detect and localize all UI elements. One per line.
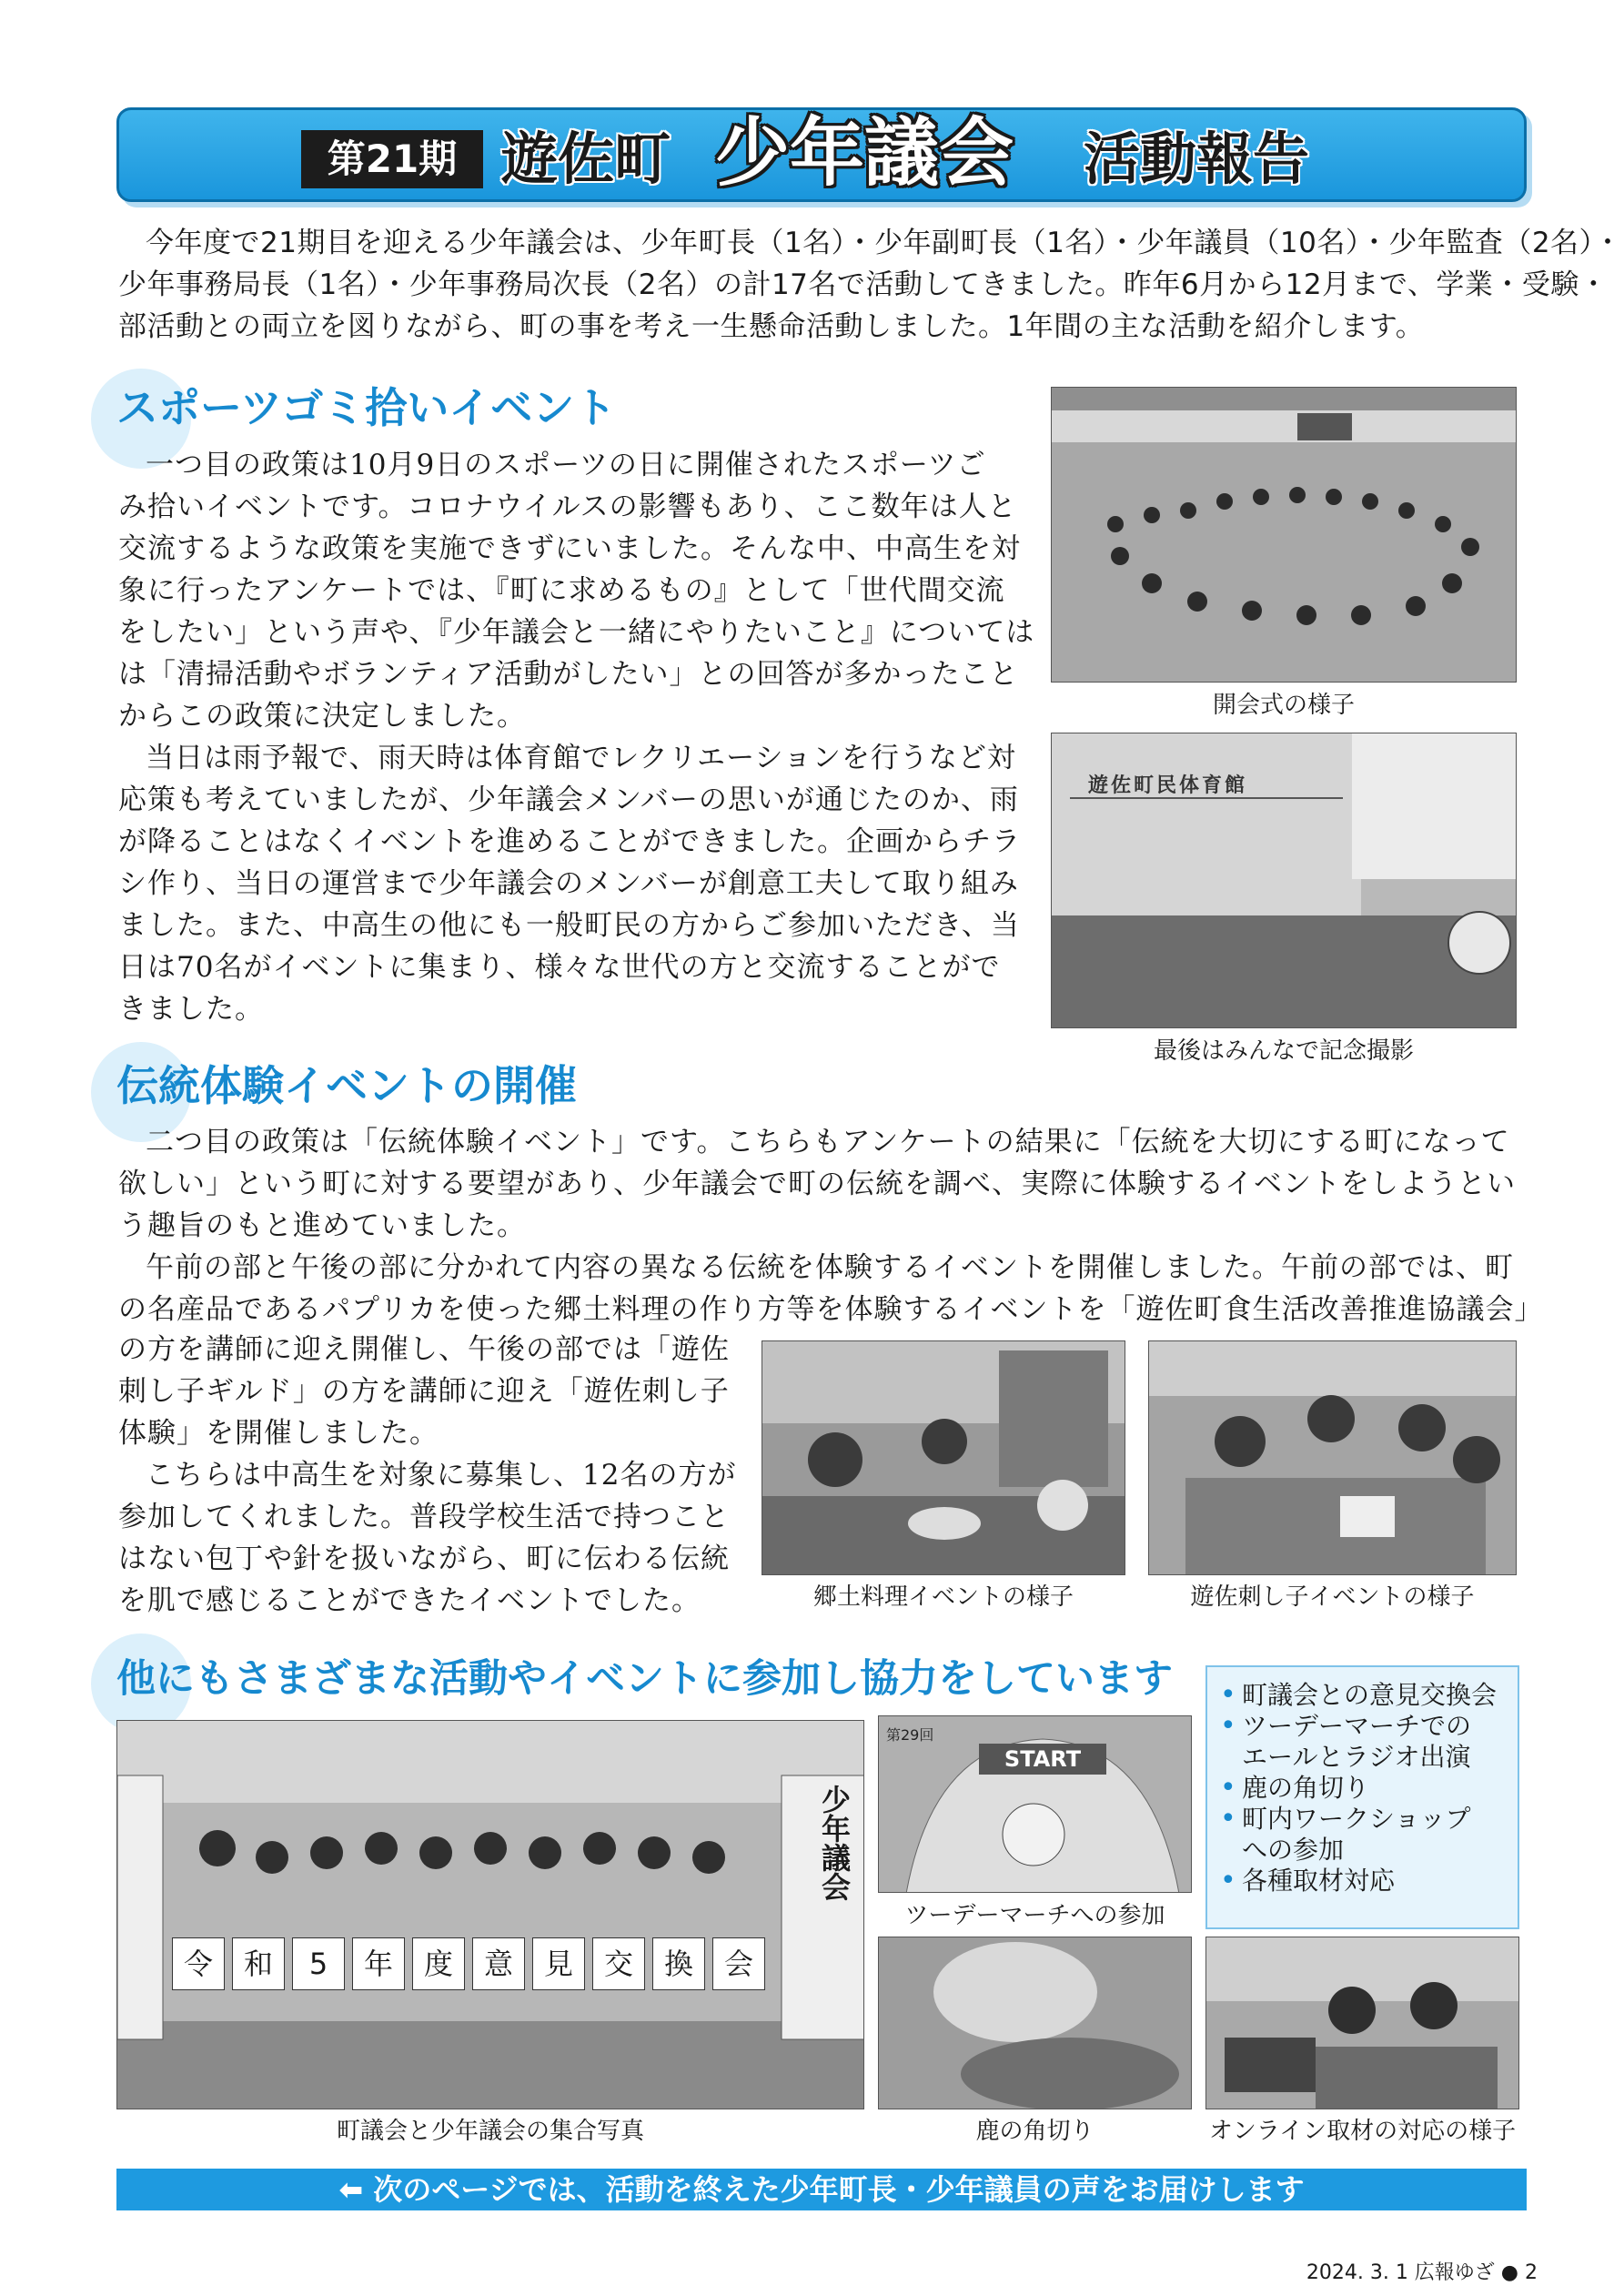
activities-list: [1218, 1680, 1507, 1896]
section1-heading: スポーツゴミ拾いイベント: [116, 383, 617, 432]
page-info: 2024. 3. 1 広報ゆざ ● 2: [1306, 2261, 1538, 2284]
activity-item: • ツーデーマーチでの エールとラジオ出演: [1218, 1711, 1507, 1773]
section1-line: は「清掃活動やボランティア活動がしたい」との回答が多かったこと: [118, 658, 1019, 691]
sign-card: 会: [712, 1937, 765, 1990]
section1-line: 応策も考えていましたが、少年議会メンバーの思いが通じたのか、雨: [118, 784, 1019, 816]
section1-line: 交流するような政策を実施できずにいました。そんな中、中高生を対: [118, 532, 1021, 565]
two-day-march-caption: ツーデーマーチへの参加: [904, 1902, 1165, 1929]
start-sign: START: [1004, 1746, 1082, 1772]
intro-line: 部活動との両立を図りながら、町の事を考え一生懸命活動しました。1年間の主な活動を紹介します。: [118, 310, 1425, 343]
online-interview-illustration: [1206, 1937, 1519, 2109]
gym-sign: 遊佐町民体育館: [1088, 774, 1248, 797]
intro-line: 今年度で21期目を迎える少年議会は、少年町長（1名）・少年副町長（1名）・少年議員（10名）・少年監査（2名）・: [146, 227, 1623, 259]
section1-line: 一つ目の政策は10月9日のスポーツの日に開催されたスポーツご: [146, 449, 986, 481]
sashiko-caption: 遊佐刺し子イベントの様子: [1190, 1583, 1475, 1611]
sign-card: 度: [412, 1937, 465, 1990]
opening-ceremony-illustration: [1052, 388, 1517, 683]
section1-line: 象に行ったアンケートでは、『町に求めるもの』として「世代間交流: [118, 574, 1005, 607]
local-cuisine-photo: [762, 1340, 1125, 1575]
section1-line: 日は70名がイベントに集まり、様々な世代の方と交流することがで: [118, 951, 1001, 984]
sign-card: 和: [232, 1937, 285, 1990]
opening-ceremony-caption: 開会式の様子: [1212, 692, 1355, 719]
deer-antler-illustration: [879, 1937, 1192, 2109]
activity-item: • 町議会との意見交換会: [1218, 1680, 1507, 1711]
two-day-march-photo: [878, 1715, 1192, 1893]
online-interview-caption: オンライン取材の対応の様子: [1208, 2118, 1517, 2145]
activity-item: • 各種取材対応: [1218, 1866, 1507, 1896]
intro-line: 少年事務局長（1名）・少年事務局次長（2名）の計17名で活動してきました。昨年6月から12月まで、学業・受験・: [118, 268, 1609, 301]
section1-line: をしたい」という声や、『少年議会と一緒にやりたいこと』については: [118, 616, 1035, 649]
group-commemorative-photo: [1051, 733, 1517, 1028]
online-interview-photo: [1205, 1937, 1519, 2109]
section2-line: の方を講師に迎え開催し、午後の部では「遊佐: [118, 1333, 730, 1366]
section1-line: きました。: [118, 993, 264, 1026]
sign-card: 交: [592, 1937, 645, 1990]
opening-ceremony-photo: [1051, 387, 1517, 683]
next-page-bar: [116, 2169, 1527, 2210]
group-photo-caption: 町議会と少年議会の集合写真: [336, 2118, 644, 2145]
section1-line: が降ることはなくイベントを進めることができました。企画からチラ: [118, 825, 1021, 858]
council-banner-text: 少年議会: [817, 1785, 852, 1901]
section1-line: み拾いイベントです。コロナウイルスの影響もあり、ここ数年は人と: [118, 491, 1017, 523]
activity-item: • 町内ワークショップ への参加: [1218, 1804, 1507, 1866]
section2-line: こちらは中高生を対象に募集し、12名の方が: [146, 1459, 737, 1492]
group-commemorative-caption: 最後はみんなで記念撮影: [1153, 1037, 1414, 1065]
section2-line: 刺し子ギルド」の方を講師に迎え「遊佐刺し子: [118, 1375, 730, 1408]
arrow-left-icon: ⬅: [338, 2172, 364, 2207]
group-photo-illustration: [117, 1721, 864, 2109]
sashiko-photo: [1148, 1340, 1517, 1575]
section2-line: はない包丁や針を扱いながら、町に伝わる伝統: [118, 1542, 730, 1575]
next-page-text: 次のページでは、活動を終えた少年町長・少年議員の声をお届けします: [373, 2172, 1305, 2207]
sign-card: 5: [292, 1937, 345, 1990]
title-report: 活動報告: [1084, 126, 1310, 192]
local-cuisine-caption: 郷土料理イベントの様子: [812, 1583, 1074, 1611]
section2-line: 体験」を開催しました。: [118, 1417, 439, 1450]
deer-antler-caption: 鹿の角切り: [975, 2118, 1094, 2145]
section2-heading: 伝統体験イベントの開催: [116, 1061, 577, 1110]
title-town: 遊佐町: [501, 126, 671, 192]
activity-item: • 鹿の角切り: [1218, 1773, 1507, 1804]
intro-paragraph: [118, 222, 1623, 348]
deer-antler-photo: [878, 1937, 1192, 2109]
section2-line: う趣旨のもと進めていました。: [118, 1209, 526, 1242]
section2-line: の名産品であるパプリカを使った郷土料理の作り方等を体験するイベントを「遊佐町食生活改善推進協議会」: [118, 1293, 1544, 1326]
sashiko-illustration: [1149, 1341, 1517, 1575]
section2-line: を肌で感じることができたイベントでした。: [118, 1584, 701, 1617]
section1-text: [118, 444, 1035, 1030]
section1-line: 当日は雨予報で、雨天時は体育館でレクリエーションを行うなど対: [146, 742, 1016, 774]
section2-line: 欲しい」という町に対する要望があり、少年議会で町の伝統を調べ、実際に体験するイベントをしようとい: [118, 1168, 1516, 1200]
activities-list-box: [1205, 1665, 1519, 1929]
section2-line: 参加してくれました。普段学校生活で持つこと: [118, 1501, 730, 1533]
sign-card: 年: [352, 1937, 405, 1990]
section2-line: 二つ目の政策は「伝統体験イベント」です。こちらもアンケートの結果に「伝統を大切にする町になって: [146, 1126, 1510, 1158]
section3-heading: 他にもさまざまな活動やイベントに参加し協力をしています: [116, 1656, 1173, 1702]
sign-row: [172, 1937, 772, 1992]
section2-text-full: [118, 1121, 1544, 1330]
section1-line: からこの政策に決定しました。: [118, 700, 526, 733]
section2-text-narrow: [118, 1329, 737, 1622]
local-cuisine-illustration: [762, 1341, 1125, 1575]
sign-card: 換: [652, 1937, 705, 1990]
section1-line: シ作り、当日の運営まで少年議会のメンバーが創意工夫して取り組み: [118, 867, 1019, 900]
title-council: 少年議会: [715, 110, 1014, 197]
walk-poster-text: 第29回: [886, 1726, 934, 1744]
title-banner: [116, 107, 1527, 202]
sign-card: 見: [532, 1937, 585, 1990]
period-badge: 第21期: [301, 130, 483, 188]
sign-card: 意: [472, 1937, 525, 1990]
sign-card: 令: [172, 1937, 225, 1990]
section1-line: ました。また、中高生の他にも一般町民の方からご参加いただき、当: [118, 909, 1020, 942]
section2-line: 午前の部と午後の部に分かれて内容の異なる伝統を体験するイベントを開催しました。午前の部では、町: [146, 1251, 1514, 1284]
group-photo: [116, 1720, 864, 2109]
